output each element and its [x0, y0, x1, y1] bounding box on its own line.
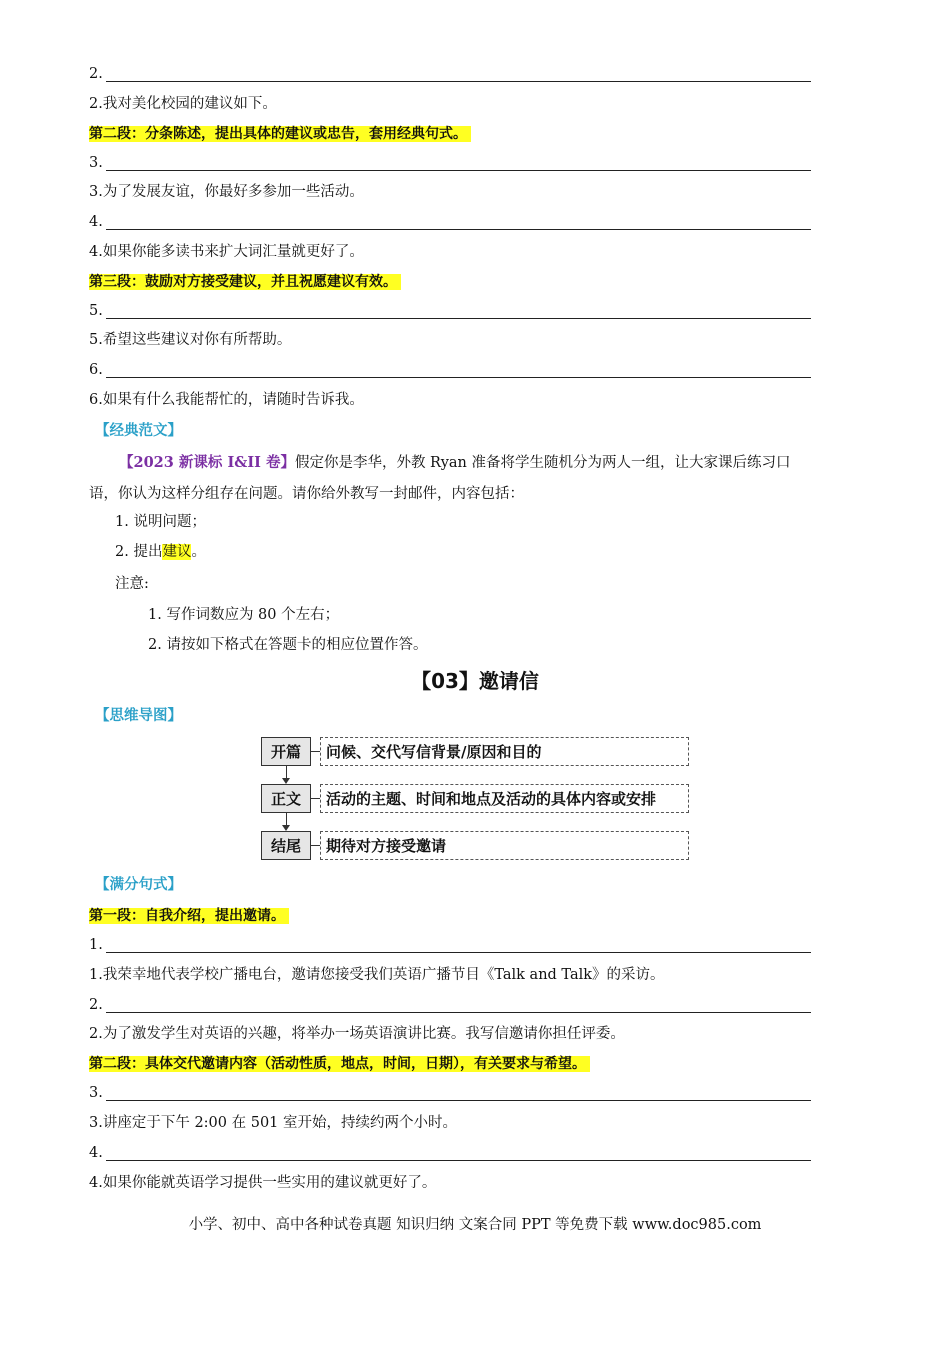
- item-text: 2. 提出: [115, 544, 163, 560]
- connector: [311, 845, 320, 846]
- mindmap-node-label: 开篇: [261, 737, 311, 766]
- line-number: 2.: [89, 997, 103, 1013]
- prompt-line-1: [119, 452, 791, 474]
- underline: [106, 1160, 811, 1161]
- paragraph-heading: [89, 123, 471, 145]
- paragraph-heading: [89, 271, 401, 293]
- underline: [106, 318, 811, 319]
- answer-line-3a[interactable]: [89, 152, 811, 174]
- answer-line-6a[interactable]: [89, 359, 811, 381]
- underline: [106, 952, 811, 953]
- example-sentence: 6.如果有什么我能帮忙的，请随时告诉我。: [89, 392, 364, 408]
- highlight-text: 第三段：鼓励对方接受建议，并且祝愿建议有效。: [89, 274, 401, 290]
- underline: [106, 1100, 811, 1101]
- example-sentence: 2.我对美化校园的建议如下。: [89, 96, 277, 112]
- underline: [106, 1012, 811, 1013]
- example-sentence: 5.希望这些建议对你有所帮助。: [89, 332, 292, 348]
- line-number: 6.: [89, 362, 103, 378]
- example-sentence: 4.如果你能就英语学习提供一些实用的建议就更好了。: [89, 1175, 437, 1191]
- mindmap-node-text: 活动的主题、时间和地点及活动的具体内容或安排: [320, 784, 689, 813]
- example-sentence: 3.讲座定于下午 2:00 在 501 室开始，持续约两个小时。: [89, 1115, 458, 1131]
- classic-essay-tag: 【经典范文】: [95, 423, 182, 439]
- mindmap-node-text: 期待对方接受邀请: [320, 831, 689, 860]
- example-sentence: 3.为了发展友谊，你最好多参加一些活动。: [89, 184, 364, 200]
- answer-line-1b[interactable]: [89, 934, 811, 956]
- line-number: 5.: [89, 303, 103, 319]
- example-sentence: 4.如果你能多读书来扩大词汇量就更好了。: [89, 244, 364, 260]
- answer-line-5a[interactable]: [89, 300, 811, 322]
- mindmap-node-label: 结尾: [261, 831, 311, 860]
- paragraph-heading: [89, 905, 289, 927]
- prompt-item-1: 1. 说明问题；: [115, 514, 206, 530]
- connector: [286, 766, 287, 778]
- prompt-text: 假定你是李华，外教 Ryan 准备将学生随机分为两人一组，让大家课后练习口: [294, 455, 791, 471]
- answer-line-2b[interactable]: [89, 994, 811, 1016]
- line-number: 3.: [89, 1085, 103, 1101]
- highlight-text: 第二段：分条陈述，提出具体的建议或忠告，套用经典句式。: [89, 126, 471, 142]
- note-label: 注意:: [115, 576, 149, 592]
- highlight-text: 第一段：自我介绍，提出邀请。: [89, 908, 289, 924]
- prompt-source: 【2023 新课标 I&II 卷】: [119, 454, 295, 471]
- line-number: 4.: [89, 214, 103, 230]
- note-item-2: 2. 请按如下格式在答题卡的相应位置作答。: [148, 637, 428, 653]
- highlight-text: 第二段：具体交代邀请内容（活动性质，地点，时间，日期），有关要求与希望。: [89, 1056, 590, 1072]
- connector: [311, 798, 320, 799]
- example-sentence: 2.为了激发学生对英语的兴趣，将举办一场英语演讲比赛。我写信邀请你担任评委。: [89, 1026, 625, 1042]
- note-item-1: 1. 写作词数应为 80 个左右；: [148, 607, 340, 623]
- underline: [106, 377, 811, 378]
- line-number: 1.: [89, 937, 103, 953]
- mindmap-tag: 【思维导图】: [95, 708, 182, 724]
- example-sentence: 1.我荣幸地代表学校广播电台，邀请您接受我们英语广播节目《Talk and Talk》的采访。: [89, 967, 665, 983]
- prompt-line-2: 语，你认为这样分组存在问题。请你给外教写一封邮件，内容包括：: [89, 486, 524, 502]
- line-number: 3.: [89, 155, 103, 171]
- answer-line-4a[interactable]: [89, 211, 811, 233]
- answer-line-2a[interactable]: [89, 63, 811, 85]
- fullmark-tag: 【满分句式】: [95, 877, 182, 893]
- underline: [106, 81, 811, 82]
- connector: [311, 751, 320, 752]
- connector: [286, 813, 287, 825]
- highlight-text: 建议: [162, 544, 192, 560]
- paragraph-heading: [89, 1053, 590, 1075]
- line-number: 2.: [89, 66, 103, 82]
- page-footer: 小学、初中、高中各种试卷真题 知识归纳 文案合同 PPT 等免费下载 www.doc985.com: [188, 1217, 762, 1233]
- underline: [106, 170, 811, 171]
- mindmap-node-label: 正文: [261, 784, 311, 813]
- answer-line-3b[interactable]: [89, 1082, 811, 1104]
- section-title: 【03】邀请信: [411, 669, 539, 693]
- prompt-item-2: [115, 541, 206, 563]
- underline: [106, 229, 811, 230]
- answer-line-4b[interactable]: [89, 1142, 811, 1164]
- mindmap-node-text: 问候、交代写信背景/原因和目的: [320, 737, 689, 766]
- item-text: 。: [191, 544, 206, 560]
- line-number: 4.: [89, 1145, 103, 1161]
